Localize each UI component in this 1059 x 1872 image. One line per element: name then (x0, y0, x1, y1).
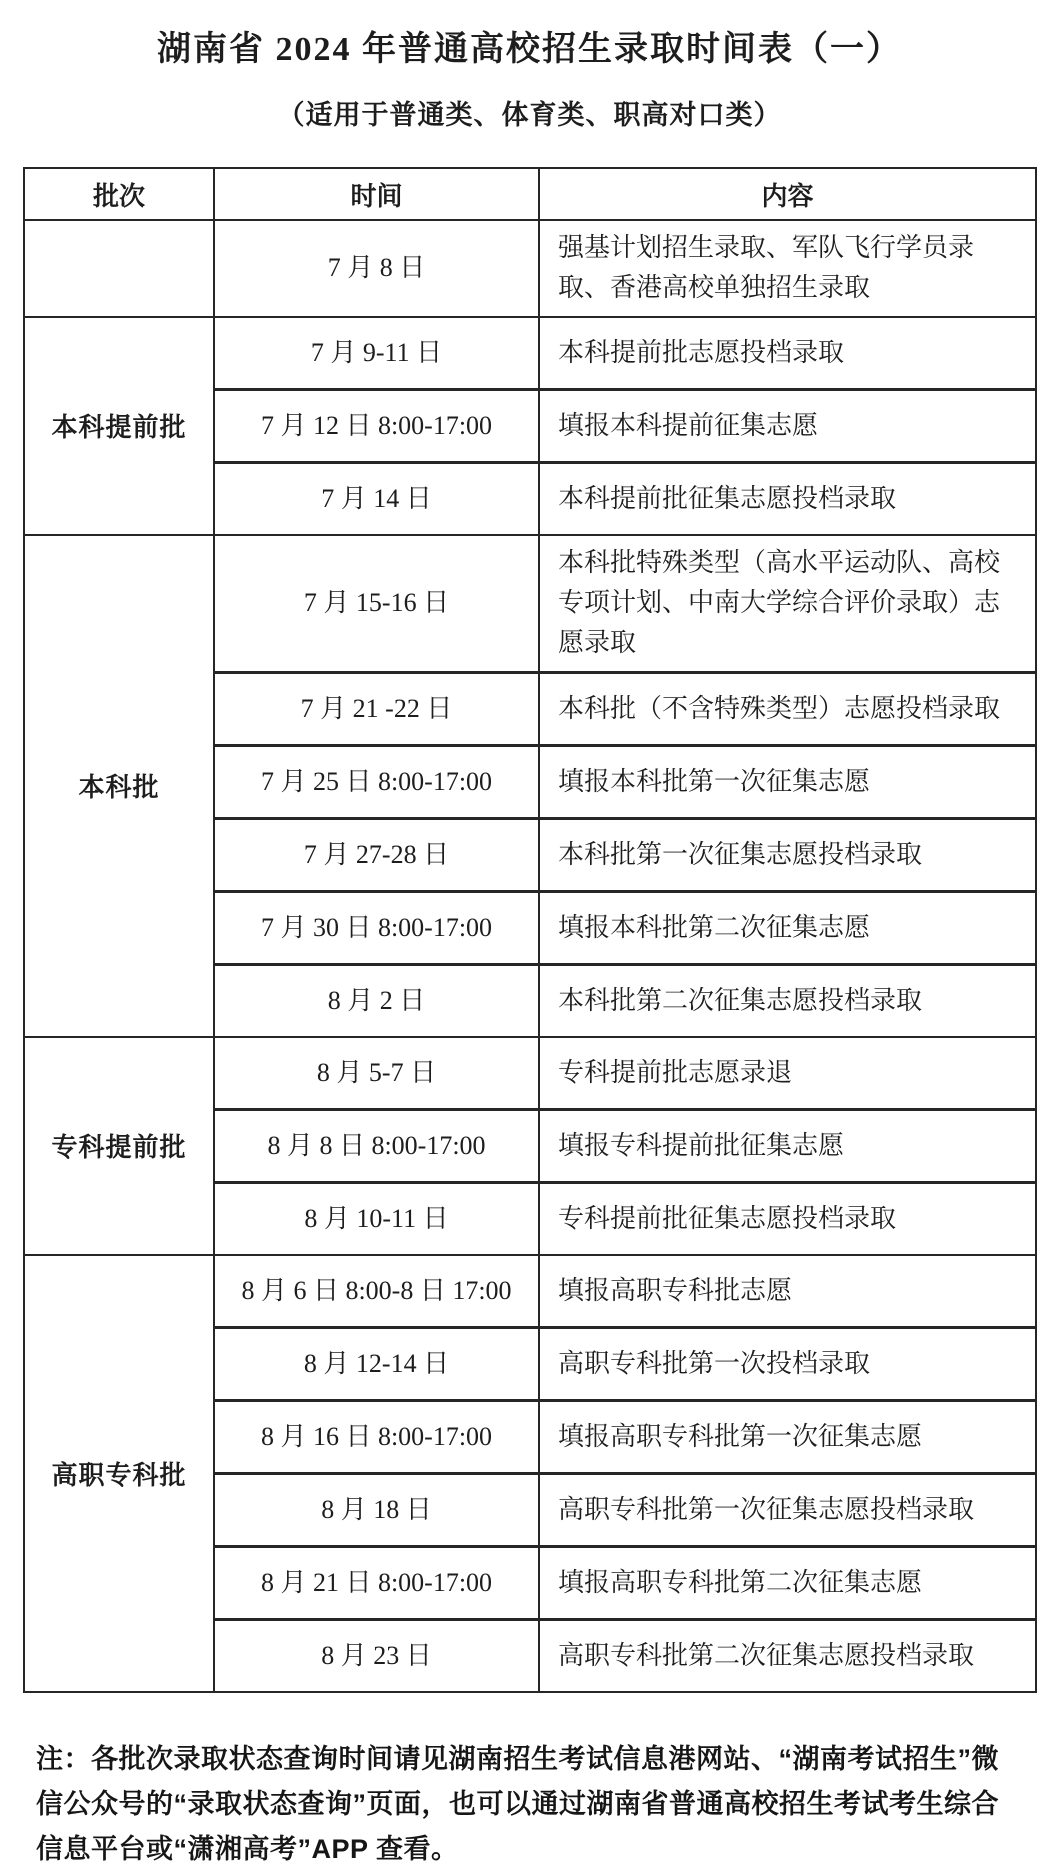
content-cell: 高职专科批第二次征集志愿投档录取 (539, 1619, 1036, 1692)
page-title: 湖南省 2024 年普通高校招生录取时间表（一） (157, 31, 902, 68)
time-cell: 8 月 6 日 8:00-8 日 17:00 (214, 1255, 539, 1328)
table-header (24, 168, 1036, 220)
table-row (24, 535, 1036, 672)
time-cell: 7 月 12 日 8:00-17:00 (214, 389, 539, 462)
time-cell: 8 月 8 日 8:00-17:00 (214, 1109, 539, 1182)
table-row (24, 220, 1036, 317)
content-cell: 本科批第一次征集志愿投档录取 (539, 818, 1036, 891)
header-cell-time: 时间 (214, 168, 539, 220)
content-cell: 本科批特殊类型（高水平运动队、高校专项计划、中南大学综合评价录取）志愿录取 (539, 535, 1036, 672)
header-row (24, 168, 1036, 220)
schedule-table-body (24, 220, 1036, 1691)
time-cell: 7 月 15-16 日 (214, 535, 539, 672)
table-row (24, 1255, 1036, 1328)
batch-cell: 专科提前批 (24, 1037, 214, 1255)
table-row (24, 317, 1036, 390)
page-subtitle: （适用于普通类、体育类、职高对口类） (277, 99, 782, 130)
content-cell: 专科提前批志愿录退 (539, 1037, 1036, 1110)
admission-schedule-table (23, 167, 1037, 1692)
content-cell: 专科提前批征集志愿投档录取 (539, 1182, 1036, 1255)
batch-cell: 本科提前批 (24, 317, 214, 535)
time-cell: 8 月 2 日 (214, 964, 539, 1037)
content-cell: 本科提前批征集志愿投档录取 (539, 462, 1036, 535)
time-cell: 7 月 25 日 8:00-17:00 (214, 745, 539, 818)
time-cell: 8 月 12-14 日 (214, 1327, 539, 1400)
content-cell: 填报专科提前批征集志愿 (539, 1109, 1036, 1182)
time-cell: 7 月 8 日 (214, 220, 539, 317)
content-cell: 填报本科提前征集志愿 (539, 389, 1036, 462)
time-cell: 7 月 9-11 日 (214, 317, 539, 390)
content-cell: 填报本科批第一次征集志愿 (539, 745, 1036, 818)
content-cell: 高职专科批第一次征集志愿投档录取 (539, 1473, 1036, 1546)
batch-cell: 本科批 (24, 535, 214, 1037)
content-cell: 填报高职专科批第二次征集志愿 (539, 1546, 1036, 1619)
batch-cell (24, 220, 214, 317)
time-cell: 8 月 16 日 8:00-17:00 (214, 1400, 539, 1473)
content-cell: 强基计划招生录取、军队飞行学员录取、香港高校单独招生录取 (539, 220, 1036, 317)
time-cell: 8 月 23 日 (214, 1619, 539, 1692)
time-cell: 8 月 18 日 (214, 1473, 539, 1546)
footnote: 注：各批次录取状态查询时间请见湖南招生考试信息港网站、“湖南考试招生”微信公众号的“录取状态查询”页面，也可以通过湖南省普通高校招生考试考生综合信息平台或“潇湘高考”APP 查看。 (36, 1743, 999, 1864)
time-cell: 7 月 27-28 日 (214, 818, 539, 891)
time-cell: 7 月 30 日 8:00-17:00 (214, 891, 539, 964)
content-cell: 本科提前批志愿投档录取 (539, 317, 1036, 390)
header-cell-batch: 批次 (24, 168, 214, 220)
content-cell: 填报本科批第二次征集志愿 (539, 891, 1036, 964)
batch-cell: 高职专科批 (24, 1255, 214, 1692)
header-cell-content: 内容 (539, 168, 1036, 220)
time-cell: 8 月 5-7 日 (214, 1037, 539, 1110)
content-cell: 填报高职专科批志愿 (539, 1255, 1036, 1328)
content-cell: 高职专科批第一次投档录取 (539, 1327, 1036, 1400)
time-cell: 8 月 10-11 日 (214, 1182, 539, 1255)
time-cell: 7 月 21 -22 日 (214, 672, 539, 745)
time-cell: 7 月 14 日 (214, 462, 539, 535)
content-cell: 填报高职专科批第一次征集志愿 (539, 1400, 1036, 1473)
table-row (24, 1037, 1036, 1110)
time-cell: 8 月 21 日 8:00-17:00 (214, 1546, 539, 1619)
content-cell: 本科批（不含特殊类型）志愿投档录取 (539, 672, 1036, 745)
content-cell: 本科批第二次征集志愿投档录取 (539, 964, 1036, 1037)
